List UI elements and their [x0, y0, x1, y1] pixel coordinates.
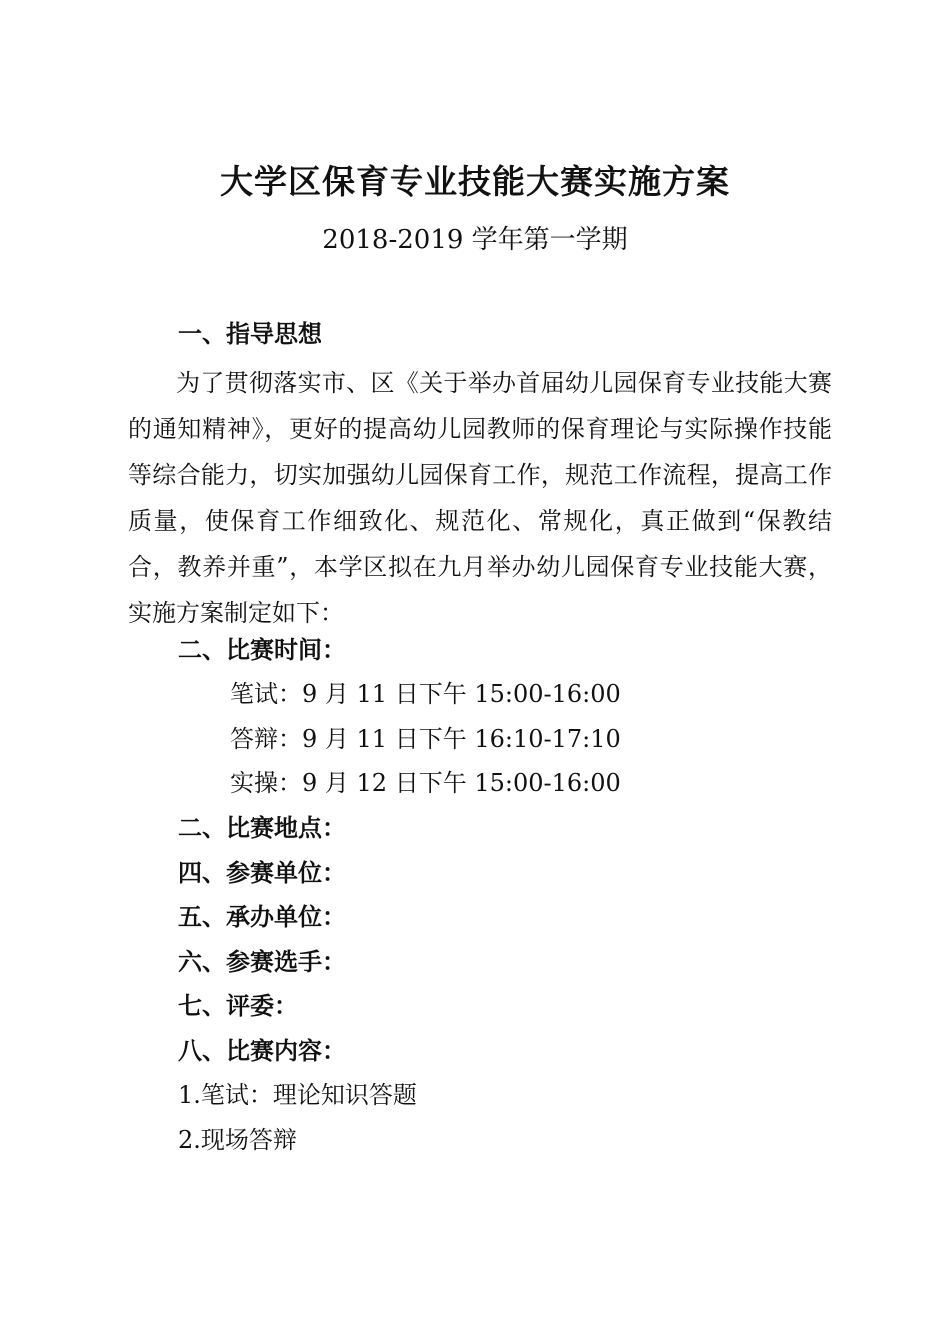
section-heading-location: 二、比赛地点：	[178, 814, 346, 842]
document-title: 大学区保育专业技能大赛实施方案	[220, 162, 730, 201]
content-item-onsite-defense: 2.现场答辩	[178, 1126, 297, 1154]
guiding-principle-text: 为了贯彻落实市、区《关于举办首届幼儿园保育专业技能大赛的通知精神》，更好的提高幼儿园教师的保育理论与实际操作技能等综合能力，切实加强幼儿园保育工作，规范工作流程，提高工作质量，使保育工作细致化、规范化、常规化，真正做到“保教结合，教养并重”，本学区拟在九月举办幼儿园保育专业技能大赛，实施方案制定如下：	[128, 369, 832, 627]
section-heading-guiding-principle: 一、指导思想	[178, 320, 322, 348]
schedule-item-written-test: 笔试：9 月 11 日下午 15:00-16:00	[230, 680, 621, 708]
section-heading-organizer: 五、承办单位：	[178, 903, 346, 931]
section-heading-contestants: 六、参赛选手：	[178, 948, 346, 976]
section-heading-judges: 七、评委：	[178, 992, 298, 1020]
document-subtitle: 2018-2019 学年第一学期	[322, 225, 628, 255]
section-heading-participating-units: 四、参赛单位：	[178, 859, 346, 887]
schedule-item-defense: 答辩：9 月 11 日下午 16:10-17:10	[230, 725, 621, 753]
schedule-item-practical: 实操：9 月 12 日下午 15:00-16:00	[230, 769, 621, 797]
guiding-principle-paragraph	[128, 360, 832, 636]
content-item-written-test: 1.笔试：理论知识答题	[178, 1081, 417, 1109]
section-heading-competition-content: 八、比赛内容：	[178, 1037, 346, 1065]
section-heading-competition-time: 二、比赛时间：	[178, 636, 346, 664]
